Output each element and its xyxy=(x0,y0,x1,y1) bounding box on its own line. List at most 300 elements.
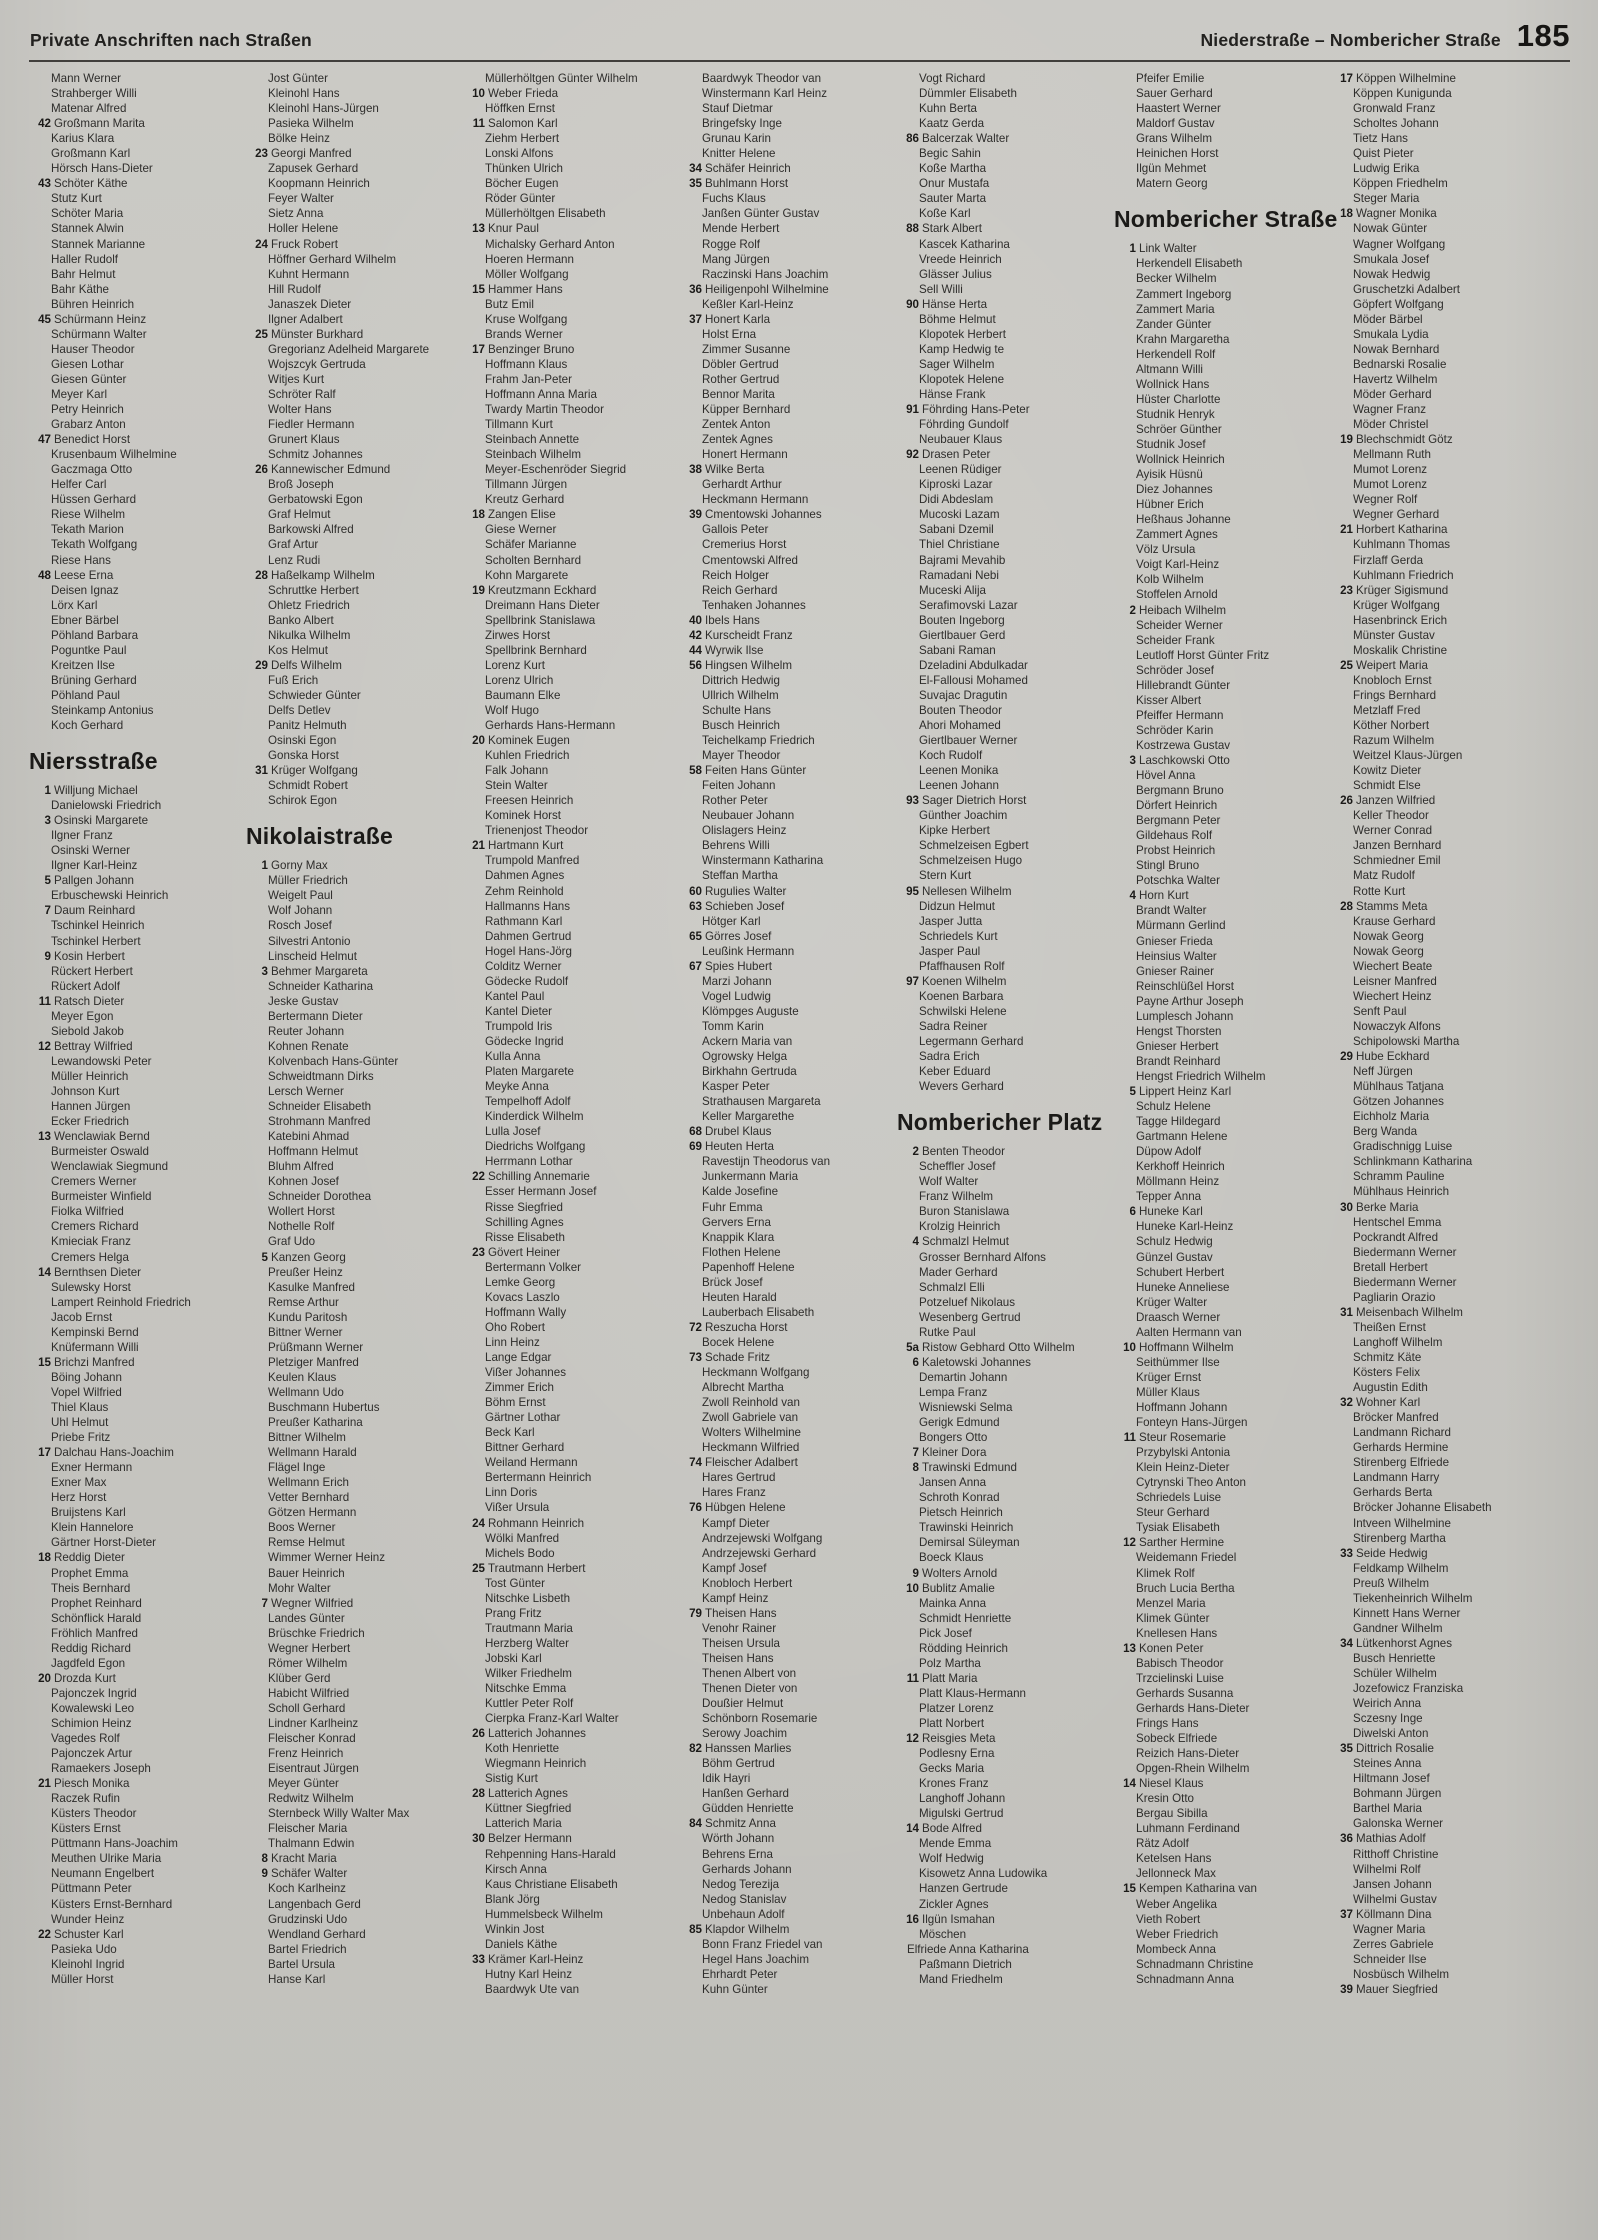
entry-line xyxy=(680,1711,892,1726)
resident-name: Dreimann Hans Dieter xyxy=(485,598,600,612)
entry-line xyxy=(680,312,892,327)
resident-name: Kuhnt Hermann xyxy=(268,267,350,281)
resident-name: Begic Sahin xyxy=(919,147,981,161)
entry-line xyxy=(463,1726,675,1741)
entry-line xyxy=(897,372,1109,387)
resident-name: Osinski Werner xyxy=(51,844,131,858)
house-number: 3 xyxy=(1129,753,1136,767)
resident-name: Willjung Michael xyxy=(54,784,138,798)
resident-name: Ilgner Karl-Heinz xyxy=(51,859,138,873)
resident-name: Papenhoff Helene xyxy=(702,1260,795,1274)
resident-name: Kruse Wolfgang xyxy=(485,312,568,326)
resident-name: Sulewsky Horst xyxy=(51,1280,131,1294)
resident-name: Nosbüsch Wilhelm xyxy=(1353,1967,1449,1981)
entry-line xyxy=(1331,447,1543,462)
resident-name: Landmann Harry xyxy=(1353,1471,1440,1485)
entry-line xyxy=(1331,1169,1543,1184)
resident-name: Frings Hans xyxy=(1136,1716,1199,1730)
resident-name: Weitzel Klaus-Jürgen xyxy=(1353,749,1463,763)
resident-name: Cmentowski Alfred xyxy=(702,553,799,567)
entry-line xyxy=(1114,1581,1326,1596)
entry-line xyxy=(1331,1621,1543,1636)
entry-line xyxy=(897,101,1109,116)
entry-line xyxy=(897,1731,1109,1746)
entry-line xyxy=(29,949,241,964)
resident-name: Kresin Otto xyxy=(1136,1792,1194,1806)
resident-name: Hares Gertrud xyxy=(702,1471,776,1485)
house-number: 10 xyxy=(1123,1340,1136,1354)
resident-name: Mühlhaus Heinrich xyxy=(1353,1185,1450,1199)
resident-name: Riese Wilhelm xyxy=(51,508,126,522)
entry-line xyxy=(1114,332,1326,347)
resident-name: Behrens Willi xyxy=(702,839,770,853)
entry-line xyxy=(897,1265,1109,1280)
house-number: 84 xyxy=(689,1817,702,1831)
entry-line xyxy=(897,989,1109,1004)
resident-name: Tysiak Elisabeth xyxy=(1136,1521,1220,1535)
entry-line xyxy=(246,477,458,492)
resident-name: Weiland Hermann xyxy=(485,1456,578,1470)
entry-line xyxy=(463,1320,675,1335)
resident-name: Graf Helmut xyxy=(268,508,331,522)
house-number: 67 xyxy=(689,959,702,973)
house-number: 26 xyxy=(472,1727,485,1741)
entry-line xyxy=(246,1400,458,1415)
resident-name: Kolvenbach Hans-Günter xyxy=(268,1054,399,1068)
house-number: 14 xyxy=(1123,1777,1136,1791)
resident-name: Pletziger Manfred xyxy=(268,1355,359,1369)
entry-line xyxy=(1331,1937,1543,1952)
resident-name: Lulla Josef xyxy=(485,1125,541,1139)
entry-line xyxy=(1114,934,1326,949)
house-number: 6 xyxy=(1129,1205,1136,1219)
entry-line xyxy=(897,1701,1109,1716)
entry-line xyxy=(246,1099,458,1114)
entry-line xyxy=(680,1756,892,1771)
directory-column xyxy=(246,71,458,1997)
resident-name: Barthel Maria xyxy=(1353,1802,1422,1816)
resident-name: Vieth Robert xyxy=(1136,1912,1201,1926)
entry-line xyxy=(680,1395,892,1410)
resident-name: Feiten Johann xyxy=(702,779,776,793)
resident-name: Exner Hermann xyxy=(51,1461,133,1475)
resident-name: Steger Maria xyxy=(1353,192,1420,206)
entry-line xyxy=(1331,1681,1543,1696)
resident-name: Muceski Alija xyxy=(919,583,987,597)
resident-name: Steur Rosemarie xyxy=(1139,1431,1226,1445)
entry-line xyxy=(463,1500,675,1515)
entry-line xyxy=(897,1596,1109,1611)
resident-name: Höffken Ernst xyxy=(485,102,556,116)
entry-line xyxy=(29,1716,241,1731)
resident-name: Grunau Karin xyxy=(702,132,771,146)
entry-line xyxy=(246,568,458,583)
entry-line xyxy=(1331,959,1543,974)
entry-line xyxy=(897,417,1109,432)
entry-line xyxy=(246,101,458,116)
entry-line xyxy=(897,929,1109,944)
resident-name: Ullrich Wilhelm xyxy=(702,688,779,702)
resident-name: Pfeifer Emilie xyxy=(1136,72,1205,85)
entry-line xyxy=(463,914,675,929)
entry-line xyxy=(246,297,458,312)
resident-name: Hentschel Emma xyxy=(1353,1215,1442,1229)
entry-line xyxy=(463,1621,675,1636)
entry-line xyxy=(463,658,675,673)
entry-line xyxy=(29,1295,241,1310)
entry-line xyxy=(29,357,241,372)
entry-line xyxy=(29,1144,241,1159)
entry-line xyxy=(1331,161,1543,176)
resident-name: Platt Norbert xyxy=(919,1716,985,1730)
entry-line xyxy=(463,1516,675,1531)
entry-line xyxy=(897,838,1109,853)
house-number: 73 xyxy=(689,1350,702,1364)
resident-name: Vogel Ludwig xyxy=(702,989,771,1003)
resident-name: Kowitz Dieter xyxy=(1353,764,1422,778)
entry-line xyxy=(1331,1260,1543,1275)
resident-name: Sarther Hermine xyxy=(1139,1536,1225,1550)
resident-name: Bruijstens Karl xyxy=(51,1506,126,1520)
entry-line xyxy=(246,161,458,176)
entry-line xyxy=(1331,297,1543,312)
resident-name: Winstermann Katharina xyxy=(702,854,824,868)
resident-name: Bongers Otto xyxy=(919,1431,988,1445)
resident-name: Serowy Joachim xyxy=(702,1727,788,1741)
resident-name: Heckmann Wilfried xyxy=(702,1441,800,1455)
entry-line xyxy=(1114,1535,1326,1550)
resident-name: Esser Hermann Josef xyxy=(485,1185,597,1199)
house-number: 10 xyxy=(472,87,485,101)
resident-name: Wagner Maria xyxy=(1353,1922,1426,1936)
house-number: 28 xyxy=(255,568,268,582)
resident-name: Hingsen Wilhelm xyxy=(705,658,792,672)
resident-name: Schmalzl Elli xyxy=(919,1280,985,1294)
resident-name: Thalmann Edwin xyxy=(268,1837,355,1851)
resident-name: Schröter Ralf xyxy=(268,387,336,401)
entry-line xyxy=(29,598,241,613)
entry-line xyxy=(1331,492,1543,507)
entry-line xyxy=(29,568,241,583)
entry-line xyxy=(1331,1049,1543,1064)
entry-line xyxy=(246,1535,458,1550)
entry-line xyxy=(463,1847,675,1862)
entry-line xyxy=(680,899,892,914)
entry-line xyxy=(1331,658,1543,673)
entry-line xyxy=(1331,1877,1543,1892)
entry-line xyxy=(1331,1756,1543,1771)
entry-line xyxy=(897,1370,1109,1385)
entry-line xyxy=(1331,1470,1543,1485)
resident-name: Gorny Max xyxy=(271,859,328,873)
resident-name: Lauberbach Elisabeth xyxy=(702,1305,815,1319)
resident-name: Mucoski Lazam xyxy=(919,508,1000,522)
entry-line xyxy=(680,297,892,312)
resident-name: Koße Martha xyxy=(919,162,987,176)
resident-name: Karius Klara xyxy=(51,132,115,146)
resident-name: Steinbach Annette xyxy=(485,433,580,447)
resident-name: Kleinohl Hans-Jürgen xyxy=(268,102,379,116)
entry-line xyxy=(246,282,458,297)
entry-line xyxy=(246,1174,458,1189)
resident-name: Eisentraut Jürgen xyxy=(268,1762,359,1776)
resident-name: Schmidt Henriette xyxy=(919,1611,1012,1625)
entry-line xyxy=(463,1877,675,1892)
entry-line xyxy=(29,1340,241,1355)
resident-name: Delfs Wilhelm xyxy=(271,658,342,672)
resident-name: Bauer Heinrich xyxy=(268,1566,345,1580)
resident-name: Klopotek Herbert xyxy=(919,327,1006,341)
entry-line xyxy=(1331,357,1543,372)
entry-line xyxy=(1114,1475,1326,1490)
entry-line xyxy=(1114,903,1326,918)
resident-name: Gnieser Rainer xyxy=(1136,964,1214,978)
resident-name: El-Fallousi Mohamed xyxy=(919,673,1028,687)
resident-name: Langhoff Wilhelm xyxy=(1353,1335,1443,1349)
resident-name: Freesen Heinrich xyxy=(485,794,574,808)
resident-name: Fleischer Konrad xyxy=(268,1732,356,1746)
entry-line xyxy=(246,131,458,146)
entry-line xyxy=(680,1696,892,1711)
entry-line xyxy=(29,783,241,798)
resident-name: Hanzen Gertrude xyxy=(919,1882,1008,1896)
resident-name: Hogel Hans-Jörg xyxy=(485,944,572,958)
resident-name: Tiekenheinrich Wilhelm xyxy=(1353,1591,1473,1605)
resident-name: Fruck Robert xyxy=(271,237,339,251)
resident-name: Vopel Wilfried xyxy=(51,1385,122,1399)
resident-name: Mohr Walter xyxy=(268,1581,331,1595)
entry-line xyxy=(246,903,458,918)
entry-line xyxy=(246,748,458,763)
entry-line xyxy=(897,1505,1109,1520)
resident-name: Kantel Paul xyxy=(485,989,545,1003)
resident-name: Bode Alfred xyxy=(922,1822,982,1836)
entry-line xyxy=(29,1596,241,1611)
entry-line xyxy=(29,507,241,522)
resident-name: Luhmann Ferdinand xyxy=(1136,1822,1240,1836)
house-number: 25 xyxy=(1340,658,1353,672)
directory-column xyxy=(1331,71,1543,1997)
house-number: 22 xyxy=(472,1170,485,1184)
entry-line xyxy=(29,417,241,432)
resident-name: Andrzejewski Wolfgang xyxy=(702,1531,823,1545)
entry-line xyxy=(680,1350,892,1365)
entry-line xyxy=(1331,553,1543,568)
entry-line xyxy=(1114,347,1326,362)
resident-name: Nowak Georg xyxy=(1353,929,1424,943)
entry-line xyxy=(1114,949,1326,964)
resident-name: Kirsch Anna xyxy=(485,1862,547,1876)
entry-line xyxy=(29,1355,241,1370)
resident-name: Hummelsbeck Wilhelm xyxy=(485,1907,603,1921)
entry-line xyxy=(463,568,675,583)
resident-name: Krusenbaum Wilhelmine xyxy=(51,448,177,462)
resident-name: Köppen Kunigunda xyxy=(1353,87,1452,101)
house-number: 5 xyxy=(1129,1085,1136,1098)
house-number: 48 xyxy=(38,568,51,582)
resident-name: Sauter Marta xyxy=(919,192,987,206)
resident-name: Bergmann Bruno xyxy=(1136,784,1224,798)
resident-name: Vreede Heinrich xyxy=(919,252,1002,266)
resident-name: Höffner Gerhard Wilhelm xyxy=(268,252,397,266)
resident-name: Mayer Theodor xyxy=(702,749,781,763)
resident-name: Knappik Klara xyxy=(702,1230,775,1244)
resident-name: Röder Günter xyxy=(485,192,556,206)
entry-line xyxy=(680,327,892,342)
resident-name: Krüger Wolfgang xyxy=(271,764,358,778)
entry-line xyxy=(463,1079,675,1094)
resident-name: Kaus Christiane Elisabeth xyxy=(485,1877,618,1891)
resident-name: Feiten Hans Günter xyxy=(705,764,807,778)
entry-line xyxy=(463,522,675,537)
resident-name: Heinichen Horst xyxy=(1136,147,1219,161)
entry-line xyxy=(680,1831,892,1846)
resident-name: Poguntke Paul xyxy=(51,643,127,657)
entry-line xyxy=(1114,603,1326,618)
entry-line xyxy=(680,86,892,101)
resident-name: Holler Helene xyxy=(268,222,339,236)
resident-name: Kuhn Günter xyxy=(702,1982,768,1996)
entry-line xyxy=(246,1821,458,1836)
resident-name: Kasulke Manfred xyxy=(268,1280,355,1294)
resident-name: Köppen Wilhelmine xyxy=(1356,72,1456,85)
resident-name: Kannewischer Edmund xyxy=(271,463,391,477)
entry-line xyxy=(1331,914,1543,929)
resident-name: Scholl Gerhard xyxy=(268,1701,346,1715)
entry-line xyxy=(680,1109,892,1124)
resident-name: Landmann Richard xyxy=(1353,1426,1451,1440)
resident-name: Theisen Hans xyxy=(702,1651,774,1665)
resident-name: Witjes Kurt xyxy=(268,372,325,386)
resident-name: Strohmann Manfred xyxy=(268,1115,371,1129)
resident-name: Ramaekers Joseph xyxy=(51,1762,151,1776)
entry-line xyxy=(29,282,241,297)
resident-name: Hoffmann Helmut xyxy=(268,1145,358,1159)
resident-name: Brands Werner xyxy=(485,327,563,341)
resident-name: Zangen Elise xyxy=(488,508,556,522)
entry-line xyxy=(463,191,675,206)
house-number: 4 xyxy=(912,1235,919,1249)
house-number: 24 xyxy=(472,1516,485,1530)
resident-name: Schäfer Heinrich xyxy=(705,162,791,176)
entry-line xyxy=(29,267,241,282)
entry-line xyxy=(680,1064,892,1079)
resident-name: Herkendell Elisabeth xyxy=(1136,257,1243,271)
house-number: 5 xyxy=(44,874,51,888)
entry-line xyxy=(897,613,1109,628)
resident-name: Mand Friedhelm xyxy=(919,1972,1003,1986)
resident-name: Tagge Hildegard xyxy=(1136,1115,1221,1129)
entry-line xyxy=(1114,557,1326,572)
resident-name: Serafimovski Lazar xyxy=(919,598,1018,612)
entry-line xyxy=(680,1215,892,1230)
entry-line xyxy=(1114,1927,1326,1942)
resident-name: Wiechert Heinz xyxy=(1353,989,1432,1003)
entry-line xyxy=(897,312,1109,327)
resident-name: Honert Karla xyxy=(705,312,771,326)
resident-name: Albrecht Martha xyxy=(702,1381,784,1395)
entry-line xyxy=(1331,718,1543,733)
entry-line xyxy=(897,1475,1109,1490)
entry-line xyxy=(680,1907,892,1922)
resident-name: Wolf Johann xyxy=(268,904,333,918)
resident-name: Vagedes Rolf xyxy=(51,1732,120,1746)
resident-name: Janzen Wilfried xyxy=(1356,794,1436,808)
resident-name: Müller Friedrich xyxy=(268,874,348,888)
entry-line xyxy=(1114,452,1326,467)
resident-name: Koth Henriette xyxy=(485,1742,560,1756)
entry-line xyxy=(897,1310,1109,1325)
entry-line xyxy=(1114,1821,1326,1836)
entry-line xyxy=(1114,648,1326,663)
entry-line xyxy=(1114,1099,1326,1114)
resident-name: Ramadani Nebi xyxy=(919,568,999,582)
entry-line xyxy=(246,447,458,462)
entry-line xyxy=(680,372,892,387)
entry-line xyxy=(1114,437,1326,452)
entry-line xyxy=(1331,929,1543,944)
entry-line xyxy=(680,131,892,146)
resident-name: Winstermann Karl Heinz xyxy=(702,87,827,101)
entry-line xyxy=(29,1250,241,1265)
entry-line xyxy=(680,613,892,628)
entry-line xyxy=(29,628,241,643)
resident-name: Ratsch Dieter xyxy=(54,994,125,1008)
entry-line xyxy=(897,688,1109,703)
resident-name: Kempen Katharina van xyxy=(1139,1882,1257,1896)
resident-name: Preußer Heinz xyxy=(268,1265,343,1279)
entry-line xyxy=(29,432,241,447)
entry-line xyxy=(897,1034,1109,1049)
resident-name: Danielowski Friedrich xyxy=(51,799,162,813)
entry-line xyxy=(246,1159,458,1174)
entry-line xyxy=(897,1626,1109,1641)
resident-name: Günzel Gustav xyxy=(1136,1250,1213,1264)
header-rule xyxy=(29,60,1570,62)
resident-name: Zerres Gabriele xyxy=(1353,1937,1434,1951)
resident-name: Falk Johann xyxy=(485,764,549,778)
resident-name: Knur Paul xyxy=(488,222,539,236)
resident-name: Bernthsen Dieter xyxy=(54,1265,141,1279)
entry-line xyxy=(897,643,1109,658)
entry-line xyxy=(246,1385,458,1400)
entry-line xyxy=(1114,1415,1326,1430)
house-number: 76 xyxy=(689,1501,702,1515)
resident-name: Bartel Ursula xyxy=(268,1957,336,1971)
resident-name: Zentek Anton xyxy=(702,418,771,432)
resident-name: Thenen Albert von xyxy=(702,1666,797,1680)
entry-line xyxy=(680,71,892,86)
entry-line xyxy=(463,853,675,868)
entry-line xyxy=(1114,1310,1326,1325)
entry-line xyxy=(463,1651,675,1666)
entry-line xyxy=(463,1184,675,1199)
house-number: 36 xyxy=(689,282,702,296)
entry-line xyxy=(463,1681,675,1696)
resident-name: Deisen Ignaz xyxy=(51,583,119,597)
resident-name: Linn Heinz xyxy=(485,1335,540,1349)
entry-line xyxy=(680,823,892,838)
entry-line xyxy=(463,899,675,914)
entry-line xyxy=(1331,282,1543,297)
resident-name: Lempa Franz xyxy=(919,1385,988,1399)
resident-name: Weber Frieda xyxy=(488,87,559,101)
resident-name: Lorenz Kurt xyxy=(485,658,545,672)
house-number: 60 xyxy=(689,884,702,898)
resident-name: Michalsky Gerhard Anton xyxy=(485,237,615,251)
entry-line xyxy=(463,1937,675,1952)
entry-line xyxy=(246,237,458,252)
